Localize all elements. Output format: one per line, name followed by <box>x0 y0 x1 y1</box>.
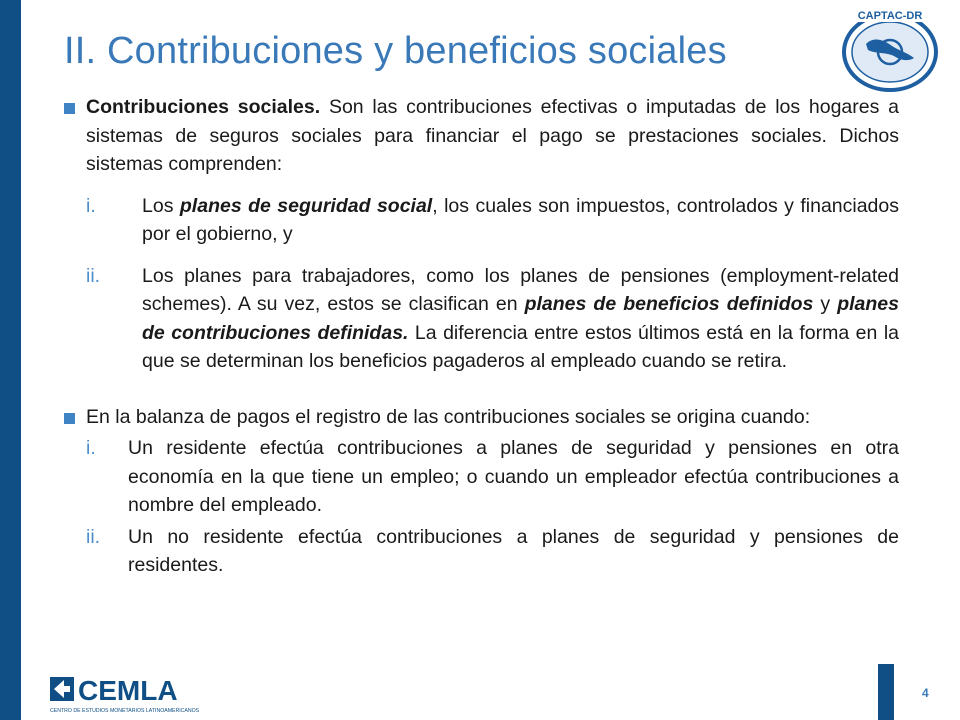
svg-text:CAPTAC-DR: CAPTAC-DR <box>857 10 923 22</box>
left-accent-bar <box>0 0 21 720</box>
list-item: i. Un residente efectúa contribuciones a planes de seguridad y pensiones en otra economía en la que tiene un empleo; o cuando un empleador efectúa contribuciones a nombre del empleado. <box>62 434 899 520</box>
captac-dr-logo <box>836 6 944 94</box>
list-item: ii. Un no residente efectúa contribuciones a planes de seguridad y pensiones de residentes. <box>62 523 899 580</box>
slide-content <box>62 93 899 580</box>
svg-text:CENTRO DE ESTUDIOS MONETARIOS: CENTRO DE ESTUDIOS MONETARIOS LATINOAMERICANOS <box>50 708 200 714</box>
list-number: ii. <box>86 264 101 287</box>
cemla-logo <box>50 675 250 717</box>
slide-title: II. Contribuciones y beneficios sociales <box>64 30 727 72</box>
list-number: i. <box>86 194 96 217</box>
list-item: i. Los planes de seguridad social, los cuales son impuestos, controlados y financiados por el gobierno, y <box>62 192 899 249</box>
section-contribuciones <box>62 93 899 179</box>
list-item: ii. Los planes para trabajadores, como los planes de pensiones (employment-related schemes). A su vez, estos se clasifican en planes de beneficios definidos y planes de contribuciones definidas. La diferencia entre estos últimos está en la forma en la que se determinan los beneficios pagaderos al empleado cuando se retira. <box>62 262 899 376</box>
lead-text: En la balanza de pagos el registro de las contribuciones sociales se origina cuando: <box>86 405 811 428</box>
lead-bold: Contribuciones sociales. <box>86 96 321 118</box>
bullet-square-icon <box>64 413 75 424</box>
bullet-square-icon <box>64 103 75 114</box>
list-number: ii. <box>86 525 101 548</box>
list-number: i. <box>86 437 96 459</box>
lead-text: Son las contribuciones efectivas o imputadas de los hogares a sistemas de seguros sociales para financiar el pago se prestaciones sociales. Dichos sistemas comprenden: <box>86 96 899 175</box>
svg-text:CEMLA: CEMLA <box>78 675 178 706</box>
page-number: 4 <box>922 686 929 700</box>
section-balanza <box>62 403 899 432</box>
